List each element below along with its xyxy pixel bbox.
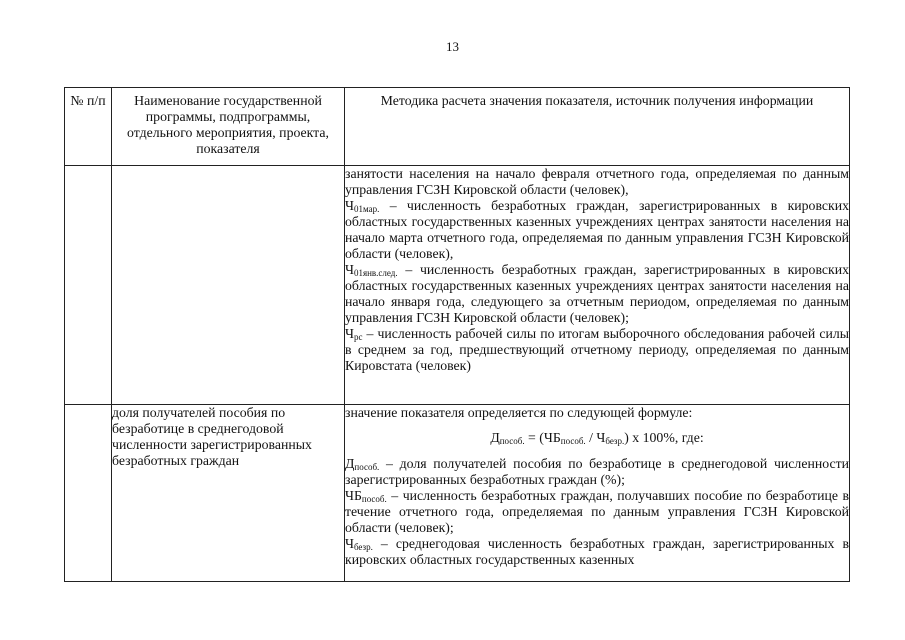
header-methodology: Методика расчета значения показателя, источник получения информации: [345, 88, 850, 166]
indicator-methodology-table: [64, 87, 850, 582]
variable-symbol: Ч: [345, 262, 354, 277]
variable-subscript: 01мар.: [353, 204, 380, 214]
row1-number-cell: [65, 166, 112, 405]
variable-definition: [345, 488, 849, 536]
variable-description: – численность рабочей силы по итогам выборочного обследования рабочей силы в среднем за год, предшествующий отчетному периоду, определяемая по данным Кировстата (человек): [345, 326, 849, 373]
header-name: Наименование государственной программы, подпрограммы, отдельного мероприятия, проекта, показателя: [112, 88, 345, 166]
variable-definition: [345, 326, 849, 374]
formula-intro: значение показателя определяется по следующей формуле:: [345, 405, 693, 420]
variable-description: – численность безработных граждан, зарегистрированных в кировских областных государственных казенных учреждениях центрах занятости населения на начало января года, следующего за отчетным периодом, определяемая по данным управления ГСЗН Кировской области (человек);: [345, 262, 849, 325]
variable-subscript: безр.: [353, 542, 373, 552]
variable-description: – среднегодовая численность безработных граждан, зарегистрированных в кировских областных государственных казенных: [345, 536, 849, 567]
variable-definition: [345, 456, 849, 488]
variable-description: – численность безработных граждан, получавших пособие по безработице в течение отчетного года, определяемая по данным управления ГСЗН Кировской области (человек);: [345, 488, 849, 535]
variable-subscript: рс: [353, 332, 363, 342]
row1-name-cell: [112, 166, 345, 405]
formula: $Д_{пособ.} = (ЧБ_{пособ.} / Ч_{безр.})$ x 100%, где:: [490, 430, 704, 446]
row2-number-cell: [65, 405, 112, 582]
table-row: [65, 405, 850, 582]
variable-symbol: ЧБ: [345, 488, 362, 503]
variable-definition: [345, 536, 849, 568]
table-row: [65, 166, 850, 405]
variable-subscript: пособ.: [361, 494, 387, 504]
variable-symbol: Ч: [345, 326, 354, 341]
row2-name-cell: доля получателей пособия по безработице в среднегодовой численности зарегистрированных безработных граждан: [112, 405, 345, 582]
variable-symbol: Д: [345, 456, 355, 471]
row1-methodology-cell: [345, 166, 850, 405]
methodology-paragraph: занятости населения на начало февраля отчетного года, определяемая по данным управления ГСЗН Кировской области (человек),: [345, 166, 849, 197]
variable-definition: [345, 262, 849, 326]
table-header-row: [65, 88, 850, 166]
variable-subscript: пособ.: [354, 462, 380, 472]
variable-symbol: Ч: [345, 536, 354, 551]
page-number: 13: [446, 39, 459, 54]
variable-definition: [345, 198, 849, 262]
variable-symbol: Ч: [345, 198, 354, 213]
variable-description: – доля получателей пособия по безработице в среднегодовой численности зарегистрированных безработных граждан (%);: [345, 456, 849, 487]
header-number: № п/п: [65, 88, 112, 166]
row2-methodology-cell: [345, 405, 850, 582]
variable-subscript: 01янв.след.: [353, 268, 398, 278]
variable-description: – численность безработных граждан, зарегистрированных в кировских областных государственных казенных учреждениях центрах занятости населения на начало марта отчетного года, определяемая по данным управления ГСЗН Кировской области (человек),: [345, 198, 849, 261]
